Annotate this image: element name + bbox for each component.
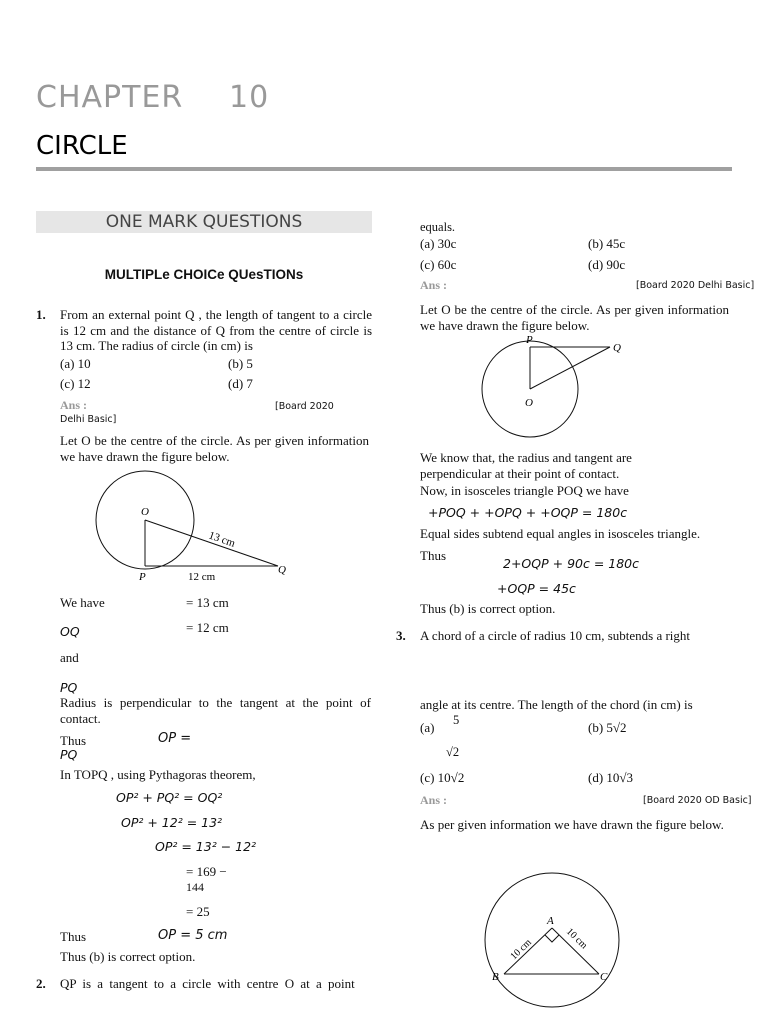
q3-circle bbox=[485, 873, 619, 1007]
q3-label-s1: 10 cm bbox=[508, 937, 534, 963]
q2-correct: Thus (b) is correct option. bbox=[420, 601, 556, 616]
q2-ans-label: Ans : bbox=[420, 278, 448, 292]
q2-explain: Let O be the centre of the circle. As per given information we have drawn the figure below. bbox=[420, 302, 729, 333]
q1-step1: OP² + PQ² = OQ² bbox=[116, 790, 223, 805]
q2-eq-b: 2+OQP + 90c = 180c bbox=[503, 556, 639, 571]
q1-pq2: PQ bbox=[60, 747, 78, 762]
chapter-number: 10 bbox=[229, 80, 270, 115]
q3-number: 3. bbox=[396, 628, 406, 643]
q3-continuation: angle at its centre. The length of the chord (in cm) is bbox=[420, 697, 693, 712]
q2-option-a: (a) 30c bbox=[420, 236, 457, 251]
q2-now: Now, in isosceles triangle POQ we have bbox=[420, 483, 629, 498]
q1-thus: Thus bbox=[60, 733, 86, 748]
chapter-label: CHAPTER bbox=[36, 80, 184, 115]
q1-we-have: We have bbox=[60, 595, 105, 610]
chapter-title: CIRCLE bbox=[36, 131, 128, 161]
q1-explain: Let O be the centre of the circle. As per given information we have drawn the figure below. bbox=[60, 433, 369, 464]
q3-option-a-den: √2 bbox=[446, 745, 460, 759]
q1-line-oq bbox=[145, 520, 278, 566]
q3-label-a: A bbox=[547, 915, 554, 927]
q3-text: A chord of a circle of radius 10 cm, subtends a right bbox=[420, 628, 691, 643]
q2-know: We know that, the radius and tangent are perpendicular at their point of contact. bbox=[420, 450, 632, 481]
q1-result: OP = 5 cm bbox=[158, 928, 228, 943]
q1-label-q: Q bbox=[278, 564, 286, 576]
q3-explain: As per given information we have drawn the figure below. bbox=[420, 817, 724, 832]
q1-and: and bbox=[60, 650, 79, 665]
q1-number: 1. bbox=[36, 307, 46, 322]
q1-text: From an external point Q , the length of tangent to a circle is 12 cm and the distance of Q from the centre of circle is 13 cm. The radius of circle (in cm) is bbox=[60, 307, 372, 353]
section-title: ONE MARK QUESTIONS bbox=[105, 212, 303, 232]
q1-pq: PQ bbox=[60, 680, 78, 695]
q1-option-a: (a) 10 bbox=[60, 356, 91, 371]
q2-figure bbox=[475, 330, 635, 445]
q3-option-b: (b) 5√2 bbox=[588, 720, 627, 735]
q1-source: [Board 2020 Delhi Basic] bbox=[60, 401, 334, 425]
q2-thus: Thus bbox=[420, 548, 446, 563]
q3-figure bbox=[480, 860, 630, 1024]
q1-step4b: 144 bbox=[186, 880, 204, 894]
q2-label-o: O bbox=[525, 397, 533, 409]
q3-option-d: (d) 10√3 bbox=[588, 770, 634, 785]
q2-continuation: equals. bbox=[420, 220, 456, 234]
q1-eq1: = 13 cm bbox=[186, 595, 229, 610]
q2-source: [Board 2020 Delhi Basic] bbox=[636, 280, 755, 291]
q2-option-d: (d) 90c bbox=[588, 257, 626, 272]
q1-option-d: (d) 7 bbox=[228, 376, 253, 391]
q1-step5: = 25 bbox=[186, 904, 210, 919]
q1-correct: Thus (b) is correct option. bbox=[60, 949, 196, 964]
q2-label-q: Q bbox=[613, 342, 621, 354]
q2-text: QP is a tangent to a circle with centre O at a point bbox=[60, 976, 355, 991]
q1-in-triangle: In TOPQ , using Pythagoras theorem, bbox=[60, 767, 256, 782]
q1-step4a: = 169 − bbox=[186, 864, 227, 879]
q1-label-p: P bbox=[139, 571, 146, 583]
q2-option-b: (b) 45c bbox=[588, 236, 626, 251]
q1-radius-text: Radius is perpendicular to the tangent at the point of contact. bbox=[60, 695, 371, 726]
q2-eq-a: +POQ + +OPQ + +OQP = 180c bbox=[428, 505, 628, 520]
q1-label-hyp: 13 cm bbox=[207, 529, 237, 550]
q3-source: [Board 2020 OD Basic] bbox=[643, 795, 752, 806]
q3-option-a-label: (a) bbox=[420, 720, 435, 735]
q3-option-c: (c) 10√2 bbox=[420, 770, 465, 785]
q1-thus2: Thus bbox=[60, 929, 86, 944]
q1-option-b: (b) 5 bbox=[228, 356, 253, 371]
q1-label-o: O bbox=[141, 506, 149, 518]
q3-ans-label: Ans : bbox=[420, 793, 448, 807]
q3-label-s2: 10 cm bbox=[563, 926, 590, 952]
q2-option-c: (c) 60c bbox=[420, 257, 457, 272]
q3-option-a-num: 5 bbox=[453, 713, 460, 727]
q2-equal-sides: Equal sides subtend equal angles in isosceles triangle. bbox=[420, 526, 701, 541]
section-subtitle: MULTIPLe CHOICe QUesTIONs bbox=[104, 267, 304, 282]
q3-label-b: B bbox=[492, 971, 499, 983]
q1-eq2: = 12 cm bbox=[186, 620, 229, 635]
q1-ans-label: Ans : bbox=[60, 398, 88, 412]
q1-option-c: (c) 12 bbox=[60, 376, 91, 391]
q1-label-base: 12 cm bbox=[188, 571, 216, 583]
q2-label-p: P bbox=[526, 334, 533, 346]
q3-right-angle-mark bbox=[545, 935, 559, 942]
q1-step2: OP² + 12² = 13² bbox=[121, 815, 223, 830]
q2-eq-c: +OQP = 45c bbox=[497, 581, 576, 596]
q1-oq: OQ bbox=[60, 624, 80, 639]
q3-label-c: C bbox=[600, 971, 608, 983]
q1-figure bbox=[90, 470, 300, 585]
q1-step3: OP² = 13² − 12² bbox=[155, 839, 257, 854]
header-rule bbox=[36, 167, 732, 171]
q1-op-eq: OP = bbox=[158, 731, 192, 746]
q2-number: 2. bbox=[36, 976, 46, 991]
q2-line-oq bbox=[530, 347, 610, 389]
